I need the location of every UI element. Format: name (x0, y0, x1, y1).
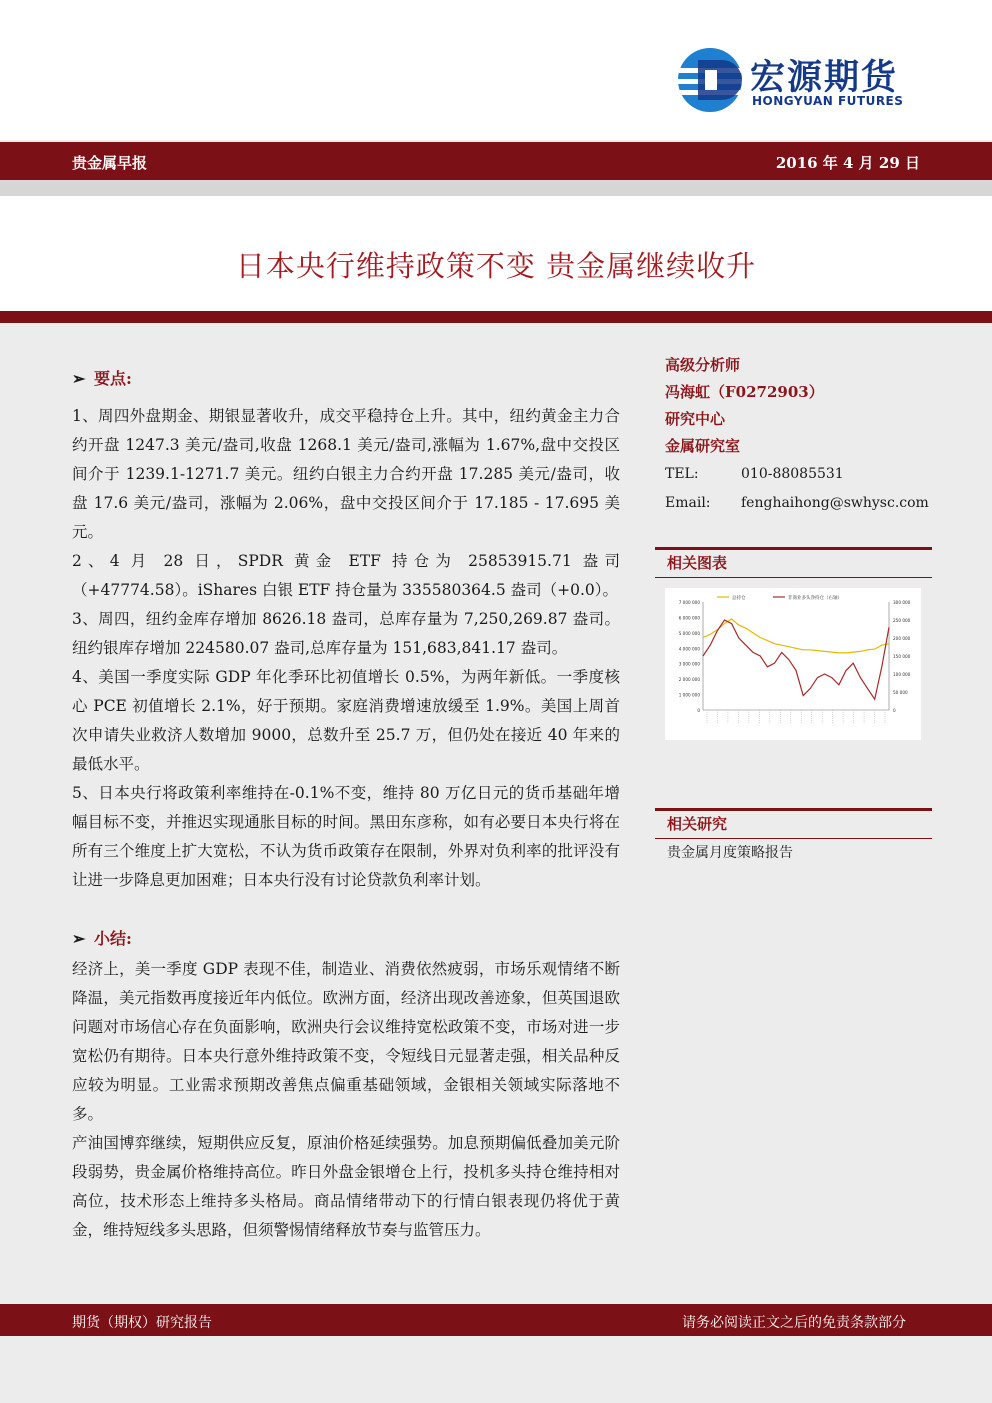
right-tick-label: 0 (893, 708, 896, 713)
right-tick-label: 150 000 (893, 654, 911, 659)
left-tick-label: 7 000 000 (678, 600, 700, 605)
series-line-1 (703, 619, 889, 653)
key-point-paragraph: 1、周四外盘期金、期银显著收升，成交平稳持仓上升。其中，纽约黄金主力合约开盘 1247.3 美元/盎司,收盘 1268.1 美元/盎司,涨幅为 1.67%,盘中交投区间介于 1239.1-1271.7 美元。纽约白银主力合约开盘 17.285 美元/盎司，收盘 17.6 美元/盎司，涨幅为 2.06%，盘中交投区间介于 17.185 - 17.695 美元。 (72, 407, 620, 541)
holdings-chart-svg (665, 588, 921, 740)
arrow-bullet-icon: ➢ (72, 369, 86, 388)
left-tick-label: 1 000 000 (678, 692, 700, 698)
footer-left-text: 期货（期权）研究报告 (72, 1315, 212, 1331)
key-point-paragraph: 5、日本央行将政策利率维持在-0.1%不变，维持 80 万亿日元的货币基础年增幅目标不变，并推迟实现通胀目标的时间。黑田东彦称，如有必要日本央行将在所有三个维度上扩大宽松，不认为货币政策存在限制，外界对负利率的批评没有让进一步降息更加困难；日本央行没有讨论贷款负利率计划。 (72, 784, 620, 889)
left-tick-label: 3 000 000 (678, 661, 700, 667)
key-point-paragraph: 3、周四，纽约金库存增加 8626.18 盎司，总库存量为 7,250,269.87 盎司。纽约银库存增加 224580.07 盎司,总库存量为 151,683,841.17 盎司。 (72, 610, 620, 657)
company-logo-icon (676, 46, 744, 114)
series-line-2 (703, 620, 889, 699)
research-lab: 金属研究室 (665, 437, 741, 455)
key-points-heading-text: 要点: (94, 369, 132, 388)
legend-label: 总持仓 (732, 596, 746, 601)
key-points-heading (72, 366, 132, 389)
right-tick-label: 100 000 (893, 672, 911, 677)
right-tick-label: 250 000 (893, 618, 911, 623)
title-divider (0, 311, 992, 323)
left-tick-label: 6 000 000 (678, 615, 700, 621)
summary-heading-text: 小结: (94, 929, 132, 948)
related-research-divider (655, 838, 932, 839)
analyst-title: 高级分析师 (665, 356, 741, 374)
tel-value: 010-88085531 (741, 466, 844, 482)
summary-paragraph: 产油国博弈继续，短期供应反复，原油价格延续强势。加息预期偏低叠加美元阶段弱势，贵金属价格维持高位。昨日外盘金银增仓上行，投机多头持仓维持相对高位，技术形态上维持多头格局。商品情绪带动下的行情白银表现仍将优于黄金，维持短线多头思路，但须警惕情绪释放节奏与监管压力。 (72, 1134, 620, 1239)
legend-label: 非商业多头净持仓（右轴） (788, 596, 842, 601)
email-link[interactable]: fenghaihong@swhysc.com (741, 495, 929, 511)
arrow-bullet-icon: ➢ (72, 929, 86, 948)
tel-label: TEL: (665, 466, 699, 482)
related-research-heading: 相关研究 (655, 808, 932, 836)
brand-name-cn: 宏源期货 (750, 58, 899, 98)
analyst-info (665, 352, 935, 518)
left-tick-label: 2 000 000 (678, 677, 700, 683)
right-tick-label: 50 000 (893, 690, 908, 695)
holdings-chart (665, 588, 921, 740)
left-tick-label: 5 000 000 (678, 630, 700, 636)
analyst-name: 冯海虹（F0272903） (665, 383, 824, 401)
research-dept: 研究中心 (665, 410, 726, 428)
footer-disclaimer-link[interactable]: 请务必阅读正文之后的免责条款部分 (682, 1315, 906, 1331)
email-row (665, 489, 935, 518)
summary-paragraph: 经济上，美一季度 GDP 表现不佳，制造业、消费依然疲弱，市场乐观情绪不断降温，美元指数再度接近年内低位。欧洲方面，经济出现改善迹象，但英国退欧问题对市场信心存在负面影响，欧洲央行会议维持宽松政策不变，市场对进一步宽松仍有期待。日本央行意外维持政策不变，令短线日元显著走强，相关品种反应较为明显。工业需求预期改善焦点偏重基础领域，金银相关领域实际落地不多。 (72, 960, 620, 1123)
page-title: 日本央行维持政策不变 贵金属继续收升 (235, 249, 757, 283)
related-charts-divider (655, 577, 932, 578)
related-research-link[interactable]: 贵金属月度策略报告 (667, 845, 793, 861)
left-tick-label: 0 (697, 708, 700, 713)
key-points-body (72, 402, 620, 895)
right-tick-label: 200 000 (893, 636, 911, 641)
key-point-paragraph: 4、美国一季度实际 GDP 年化季环比初值增长 0.5%，为两年新低。一季度核心 PCE 初值增长 2.1%，好于预期。家庭消费增速放缓至 1.9%。美国上周首次申请失业救济人数增加 9000，总数升至 25.7 万，但仍处在接近 40 年来的最低水平。 (72, 668, 620, 773)
summary-heading (72, 926, 132, 949)
tel-row (665, 460, 935, 489)
related-charts-heading: 相关图表 (655, 547, 932, 575)
summary-body (72, 955, 620, 1245)
report-type: 贵金属早报 (72, 154, 148, 172)
brand-name-en: HONGYUAN FUTURES (752, 94, 904, 108)
right-tick-label: 300 000 (893, 600, 911, 605)
report-date: 2016 年 4 月 29 日 (775, 154, 920, 172)
header-strip (0, 180, 992, 196)
key-point-paragraph: 2、4 月 28 日，SPDR 黄金 ETF 持仓为 25853915.71 盎司（+47774.58）。iShares 白银 ETF 持仓量为 335580364.5 盎司（+0.0）。 (72, 552, 620, 599)
left-tick-label: 4 000 000 (678, 646, 700, 652)
email-label: Email: (665, 495, 711, 511)
